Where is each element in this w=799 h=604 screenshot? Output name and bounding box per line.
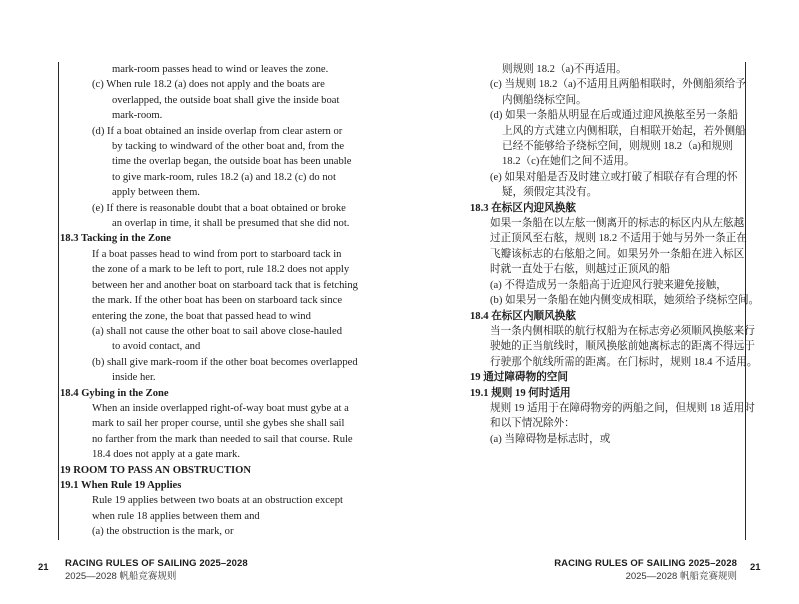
section-heading: 19.1 规则 19 何时适用	[470, 387, 571, 399]
text-line: 则规则 18.2（a)不再适用。	[502, 64, 627, 75]
text-line: 行驶那个航线所需的距离。在门标时，规则 18.4 不适用。	[490, 356, 758, 368]
text-line: 时就一直处于右舷，则越过正顶风的船	[490, 264, 671, 276]
text-line: If a boat passes head to wind from port to starboard tack in	[92, 248, 342, 260]
left-footer-titles	[65, 557, 248, 583]
text-line: (d) 如果一条船从明显在后或通过迎风换舷至另一条船	[490, 110, 739, 122]
text-line: 内侧船绕标空间。	[502, 94, 587, 106]
text-line: the mark. If the other boat has been on starboard tack since	[92, 295, 343, 307]
text-line: the zone of a mark to be left to port, rule 18.2 does not apply	[92, 264, 350, 276]
left-page-number: 21	[38, 562, 49, 573]
text-line: mark to sail her proper course, until she gybes she shall sail	[92, 418, 345, 430]
section-heading: 18.3 Tacking in the Zone	[60, 233, 171, 245]
section-heading: 18.3 在标区内迎风换舷	[470, 202, 576, 214]
right-footer-title: RACING RULES OF SAILING 2025–2028	[554, 558, 737, 569]
text-line: (b) shall give mark-room if the other boat becomes overlapped	[92, 356, 358, 368]
text-line: 规则 19 适用于在障碍物旁的两船之间，但规则 18 适用时	[490, 402, 755, 414]
right-page-text	[470, 62, 760, 447]
right-footer	[750, 557, 761, 575]
text-line: overlapped, the outside boat shall give the inside boat	[112, 94, 340, 106]
left-footer-subtitle: 2025—2028 帆船竞赛规则	[65, 571, 177, 582]
text-line: 上风的方式建立内侧相联，自相联开始起，若外侧船	[502, 125, 746, 137]
text-line: apply between them.	[112, 187, 200, 199]
text-line: when rule 18 applies between them and	[92, 510, 260, 522]
text-line: an overlap in time, it shall be presumed that she did not.	[112, 218, 350, 230]
text-line: 18.4 does not apply at a gate mark.	[92, 449, 240, 461]
text-line: (a) 当障碍物是标志时，或	[490, 433, 611, 445]
right-footer-subtitle: 2025—2028 帆船竞赛规则	[625, 571, 737, 582]
text-line: 和以下情况除外：	[490, 418, 575, 430]
text-line: inside her.	[112, 372, 156, 384]
text-line: 驶她的正当航线时，顺风换舷前她离标志的距离不得远于	[490, 341, 755, 353]
text-line: entering the zone, the boat that passed head to wind	[92, 310, 311, 322]
text-line: When an inside overlapped right-of-way boat must gybe at a	[92, 402, 349, 414]
right-footer-titles	[554, 557, 737, 583]
left-page-text	[60, 62, 358, 540]
section-heading: 19 通过障碍物的空间	[470, 372, 568, 384]
text-line: to avoid contact, and	[112, 341, 201, 353]
text-line: (e) If there is reasonable doubt that a boat obtained or broke	[92, 202, 346, 214]
text-line: 过正顶风至右舷，规则 18.2 不适用于她与另外一条正在	[490, 233, 747, 245]
text-line: (a) shall not cause the other boat to sail above close-hauled	[92, 325, 343, 337]
text-line: mark-room.	[112, 110, 163, 122]
text-line: Rule 19 applies between two boats at an obstruction except	[92, 495, 343, 507]
text-line: 飞瓣该标志的右舷船之间。如果另外一条船在进入标区	[490, 248, 745, 260]
text-line: by tacking to windward of the other boat and, from the	[112, 141, 345, 153]
text-line: 如果一条船在以左舷一侧离开的标志的标区内从左舷越	[490, 218, 745, 230]
left-footer	[38, 557, 49, 575]
text-line: to give mark-room, rules 18.2 (a) and 18.2 (c) do not	[112, 171, 336, 183]
left-footer-title: RACING RULES OF SAILING 2025–2028	[65, 558, 248, 569]
right-page-number: 21	[750, 562, 761, 573]
text-line: 当一条内侧相联的航行权船为在标志旁必须顺风换舷来行	[490, 325, 755, 337]
section-heading: 19 ROOM TO PASS AN OBSTRUCTION	[60, 464, 252, 476]
left-column-rule	[58, 62, 59, 540]
text-line: time the overlap began, the outside boat has been unable	[112, 156, 352, 168]
text-line: (c) 当规则 18.2（a)不适用且两船相联时，外侧船须给予	[490, 79, 746, 91]
text-line: mark-room passes head to wind or leaves the zone.	[112, 64, 329, 75]
text-line: (a) 不得造成另一条船高于近迎风行驶来避免接触，	[490, 279, 727, 291]
section-heading: 19.1 When Rule 19 Applies	[60, 479, 182, 491]
section-heading: 18.4 Gybing in the Zone	[60, 387, 169, 399]
text-line: (e) 如果对船是否及时建立或打破了相联存有合理的怀	[490, 171, 738, 183]
text-line: 已经不能够给予绕标空间，则规则 18.2（a)和规则	[502, 141, 733, 153]
text-line: (d) If a boat obtained an inside overlap from clear astern or	[92, 125, 343, 137]
text-line: 18.2（c)在她们之间不适用。	[502, 156, 635, 168]
text-line: (a) the obstruction is the mark, or	[92, 526, 234, 538]
text-line: (b) 如果另一条船在她内侧变成相联，她须给予绕标空间。	[490, 295, 760, 307]
text-line: (c) When rule 18.2 (a) does not apply and the boats are	[92, 79, 325, 91]
text-line: no farther from the mark than needed to sail that course. Rule	[92, 433, 353, 445]
text-line: 疑，须假定其没有。	[502, 187, 598, 199]
text-line: between her and another boat on starboard tack that is fetching	[92, 279, 358, 291]
section-heading: 18.4 在标区内顺风换舷	[470, 310, 576, 322]
